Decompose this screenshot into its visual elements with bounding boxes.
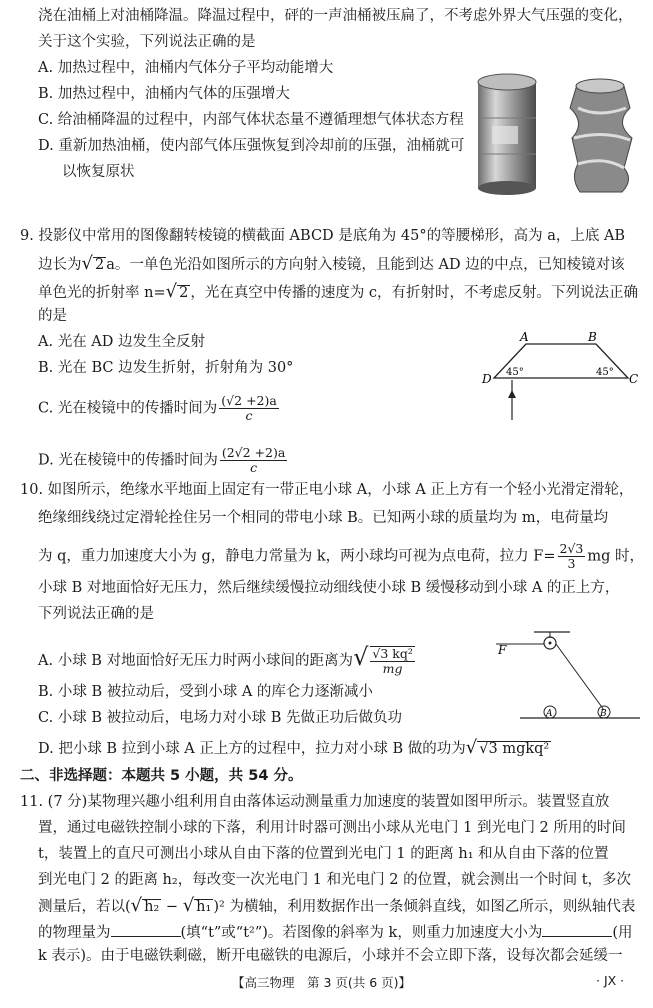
q9-radicand: 2 [94, 257, 105, 273]
q9-option-d [38, 446, 289, 475]
q8-option-d: D. 重新加热油桶，使内部气体压强恢复到冷却前的压强，油桶就可 [38, 138, 465, 154]
crushed-drum-photo [570, 79, 632, 192]
q9-stem-line: 9. 投影仪中常用的图像翻转棱镜的横截面 ABCD 是底角为 45°的等腰梯形，高为 a，上底 AB [20, 228, 626, 244]
denominator: 3 [567, 556, 576, 571]
q9-stem-line: 单色光的折射率 n=√ 2 ，光在真空中传播的速度为 c，有折射时，不考虑反射。下列说法正确 [38, 281, 639, 302]
q10-text: 为 q，重力加速度大小为 g，静电力常量为 k，两小球均可视为点电荷，拉力 F= [38, 548, 556, 565]
angle-label-right: 45° [596, 367, 614, 378]
q10-option-a-text: A. 小球 B 对地面恰好无压力时两小球间的距离为 [38, 653, 354, 669]
q8-option-b: B. 加热过程中，油桶内气体的压强增大 [38, 86, 290, 102]
numerator: √3 kq² [372, 646, 413, 661]
q10-stem-line: 小球 B 对地面恰好无压力，然后继续缓慢拉动细线使小球 B 缓慢移动到小球 A 的正上方， [38, 580, 620, 596]
label-b: B [588, 330, 597, 344]
q9-option-d-text: D. 光在棱镜中的传播时间为 [38, 452, 218, 469]
q11-stem-line: t，装置上的直尺可测出小球从自由下落的位置到光电门 1 的距离 h₁ 和从自由下落的位置 [38, 846, 609, 862]
q8-option-c: C. 给油桶降温的过程中，内部气体状态量不遵循理想气体状态方程 [38, 112, 464, 128]
intact-drum-photo [478, 74, 536, 195]
q11-text: − [161, 899, 183, 915]
label-a: A [520, 330, 529, 344]
answer-blank[interactable] [542, 922, 612, 937]
fraction [219, 394, 279, 423]
numerator: (√2 +2)a [221, 393, 277, 408]
q8-stem-line: 浇在油桶上对油桶降温。降温过程中，砰的一声油桶被压扁了，不考虑外界大气压强的变化， [38, 8, 633, 24]
q11-stem-line: 到光电门 2 的距离 h₂，每改变一次光电门 1 和光电门 2 的位置，就会测出一个时间 t，多次 [38, 872, 632, 888]
angle-label-left: 45° [506, 367, 524, 378]
denominator: c [250, 460, 258, 475]
q9-option-c [38, 394, 281, 423]
q10-stem-line: 绝缘细线绕过定滑轮拴住另一个相同的带电小球 B。已知两小球的质量均为 m，电荷量均 [38, 510, 609, 526]
oil-drum-photos [474, 68, 644, 198]
q9-option-a: A. 光在 AD 边发生全反射 [38, 334, 206, 350]
ray-arrow-icon [508, 390, 516, 398]
q10-option-d: D. 把小球 B 拉到小球 A 正上方的过程中，拉力对小球 B 做的功为√ √3 mgkq² [38, 737, 550, 758]
label-ball-b: B [600, 709, 607, 719]
q11-stem-line: 置，通过电磁铁控制小球的下落，利用计时器可测出小球从光电门 1 到光电门 2 所用的时间 [38, 820, 626, 836]
q10-stem-line: 10. 如图所示，绝缘水平地面上固定有一带正电小球 A，小球 A 正上方有一个轻小光滑定滑轮， [20, 482, 634, 498]
q11-stem-line: k 表示)。由于电磁铁剩磁，断开电磁铁的电源后，小球并不会立即下落，设每次都会延缓一 [38, 948, 623, 964]
fraction [370, 646, 414, 676]
q9-radicand: 2 [179, 285, 189, 301]
q11-text: 测量后，若以( [38, 899, 131, 915]
pulley-diagram [490, 628, 650, 724]
radicand: h₂ [144, 899, 160, 915]
label-c: C [629, 372, 639, 386]
q10-option-b: B. 小球 B 被拉动后，受到小球 A 的库仑力逐渐减小 [38, 684, 373, 700]
radicand: √3 mgkq² [479, 741, 550, 757]
q9-text: ，光在真空中传播的速度为 c，有折射时，不考虑反射。下列说法正确 [190, 285, 639, 301]
answer-blank[interactable] [111, 922, 181, 937]
q8-stem-line: 关于这个实验，下列说法正确的是 [38, 34, 256, 50]
string-to-b [556, 644, 604, 710]
prism-diagram [476, 330, 646, 426]
section-heading: 二、非选择题：本题共 5 小题，共 54 分。 [20, 768, 303, 784]
q10-stem-line: 下列说法正确的是 [38, 606, 154, 622]
q8-option-a: A. 加热过程中，油桶内气体分子平均动能增大 [38, 60, 334, 76]
q10-option-a: A. 小球 B 对地面恰好无压力时两小球间的距离为√ $\frac{\text{√3 kq²}}{mg}$ [38, 643, 413, 676]
label-f: F [498, 643, 507, 657]
radicand: h₁ [196, 899, 212, 915]
q10-option-d-text: D. 把小球 B 拉到小球 A 正上方的过程中，拉力对小球 B 做的功为 [38, 741, 466, 757]
q9-option-c-text: C. 光在棱镜中的传播时间为 [38, 400, 218, 417]
q10-text: mg 时， [587, 548, 645, 565]
q8-option-d-cont: 以恢复原状 [62, 164, 135, 180]
footer-code: · JX · [596, 973, 625, 988]
label-d: D [482, 372, 492, 386]
q11-text: (填“t”或“t²”)。若图像的斜率为 k，则重力加速度大小为 [180, 925, 543, 941]
q10-stem-line [38, 542, 644, 571]
q9-text: 边长为 [38, 257, 82, 273]
fraction [558, 542, 586, 571]
q9-stem-line: 边长为√ 2 a。一单色光沿如图所示的方向射入棱镜，且能到达 AD 边的中点，已知棱镜对该 [38, 253, 625, 274]
q11-stem-line: 测量后，若以(√ h₂ − √ h₁ )² 为横轴，利用数据作出一条倾斜直线，如图乙所示，则纵轴代表 [38, 895, 636, 916]
q11-stem-line: 11. (7 分)某物理兴趣小组利用自由落体运动测量重力加速度的装置如图甲所示。装置竖直放 [20, 794, 610, 810]
q11-stem-line [38, 922, 633, 943]
fraction [220, 446, 287, 475]
numerator: 2√3 [559, 541, 584, 556]
q11-text: 的物理量为 [38, 925, 111, 941]
numerator: (2√2 +2)a [221, 445, 286, 460]
denominator: c [245, 408, 253, 423]
q9-text: a。一单色光沿如图所示的方向射入棱镜，且能到达 AD 边的中点，已知棱镜对该 [106, 257, 625, 273]
q9-option-b: B. 光在 BC 边发生折射，折射角为 30° [38, 360, 294, 376]
q9-stem-line: 的是 [38, 308, 67, 324]
denominator: mg [382, 661, 403, 676]
label-ball-a: A [546, 709, 553, 719]
q11-text: )² 为横轴，利用数据作出一条倾斜直线，如图乙所示，则纵轴代表 [213, 899, 636, 915]
q9-text: 单色光的折射率 n= [38, 285, 166, 301]
footer-page-info: 【高三物理 第 3 页(共 6 页)】 [232, 975, 412, 990]
q11-text: (用 [612, 925, 633, 941]
q10-option-c: C. 小球 B 被拉动后，电场力对小球 B 先做正功后做负功 [38, 710, 403, 726]
